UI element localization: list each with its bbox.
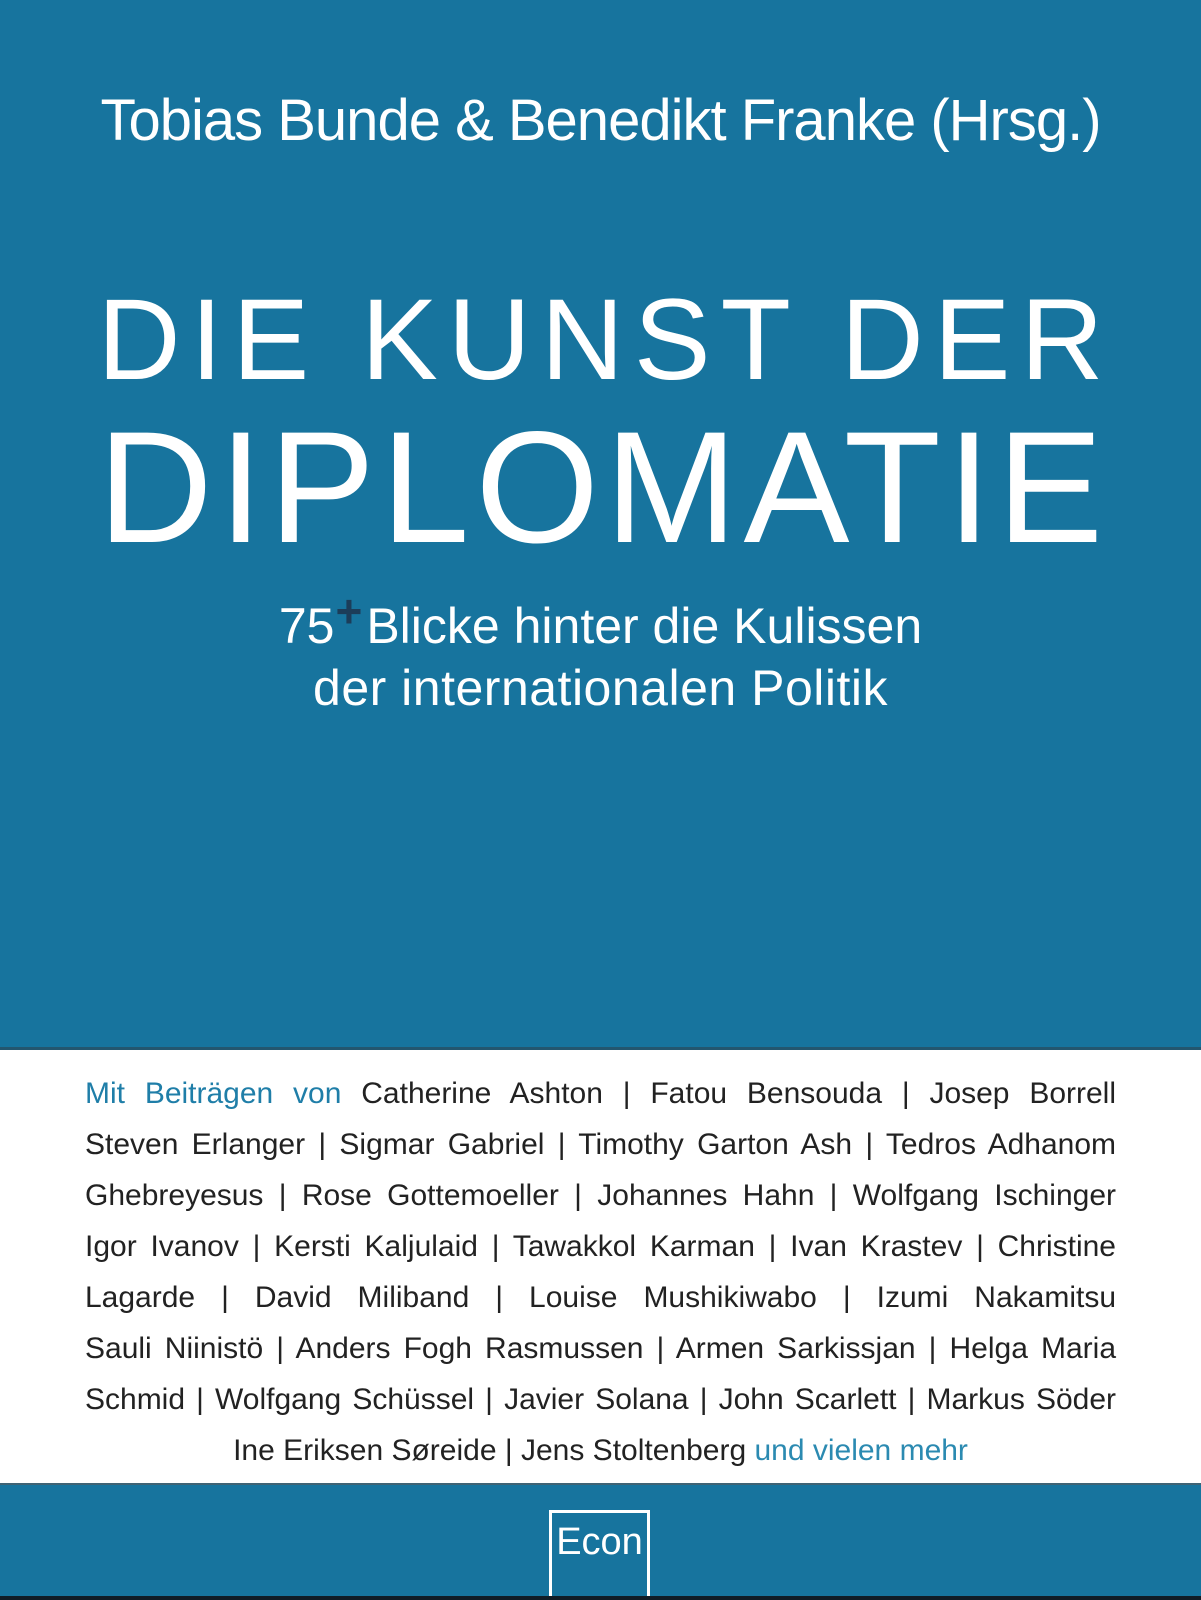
contributor-line: Ghebreyesus | Rose Gottemoeller | Johannes Hahn | Wolfgang Ischinger <box>85 1179 1116 1212</box>
subtitle-line-1-text: Blicke hinter die Kulissen <box>366 598 923 654</box>
contributor-line: Sauli Niinistö | Anders Fogh Rasmussen | Armen Sarkissjan | Helga Maria <box>85 1332 1116 1365</box>
title-line-1: DIE KUNST DER <box>97 276 1114 404</box>
subtitle-line-2: der internationalen Politik <box>313 660 888 716</box>
contributors-section <box>0 1050 1201 1483</box>
contributor-line <box>85 1068 1116 1119</box>
contributor-names: Catherine Ashton | Fatou Bensouda | Josep Borrell <box>361 1077 1117 1110</box>
contributor-names: Ine Eriksen Søreide | Jens Stoltenberg <box>233 1434 747 1467</box>
publisher-logo-box <box>549 1510 650 1600</box>
contributor-line: Steven Erlanger | Sigmar Gabriel | Timothy Garton Ash | Tedros Adhanom <box>85 1128 1116 1161</box>
subtitle-number: 75 <box>278 598 335 654</box>
editors-line: Tobias Bunde & Benedikt Franke (Hrsg.) <box>100 88 1101 153</box>
contributor-line: Schmid | Wolfgang Schüssel | Javier Solana | John Scarlett | Markus Söder <box>85 1383 1116 1416</box>
publisher-logo-text: Econ <box>556 1521 643 1563</box>
superscript-plus: + <box>335 585 363 637</box>
contributors-outro-label: und vielen mehr <box>754 1434 968 1467</box>
contributor-line: Igor Ivanov | Kersti Kaljulaid | Tawakkol Karman | Ivan Krastev | Christine <box>85 1230 1116 1263</box>
title-line-2: DIPLOMATIE <box>97 398 1110 576</box>
contributor-line: Lagarde | David Miliband | Louise Mushikiwabo | Izumi Nakamitsu <box>85 1281 1116 1314</box>
subtitle-line-1 <box>0 585 1201 654</box>
bottom-edge-trim <box>0 1596 1201 1600</box>
contributor-line <box>85 1425 1116 1476</box>
publisher-band <box>0 1483 1201 1600</box>
contributors-intro-label: Mit Beiträgen von <box>85 1077 342 1110</box>
